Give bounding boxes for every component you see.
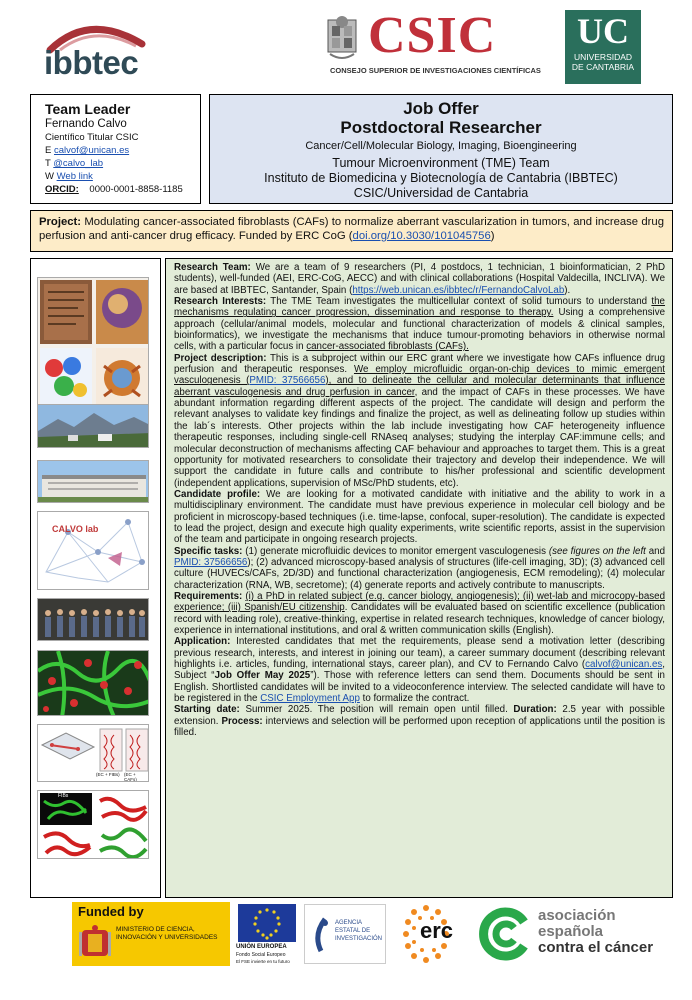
pmid-link-description[interactable]: PMID: 37566656 <box>249 375 326 387</box>
funders-bar <box>70 900 670 970</box>
requirements-paragraph <box>174 591 665 636</box>
process-text: interviews and selection will be performed upon reception of applications until the position is filled. <box>174 715 665 739</box>
aecc-mark-icon <box>478 906 534 962</box>
orcid-value: 0000-0001-8858-1185 <box>89 184 183 195</box>
desc-text-b: , and the impact of CAFs in these processes. We have abundant information regarding different aspects of the project. The candidate will design and perform the relevant analyses to validate key findings and finalize the project, as well as delineating follow up studies within the lab´s interests. Other projects within the lab include investigating how CAF heterogeneity influence therapeutic responses, including single-cell RNAseq analyses; studying the interplay CAF:immune cells; and molecular deconstruction of mechanisms affecting CAF behaviour and approaches to target them. This is a great opportunity for motivated researchers to consolidate their trajectory and develop their independence. We will support the candidate in future calls and contribute to his/her professional and scientific development (independent applications, supervision of MSc/PhD students, etc). <box>174 386 665 489</box>
leader-twitter-link[interactable]: @calvo_lab <box>53 158 104 169</box>
project-close: ) <box>490 230 495 242</box>
vessel-renderings-image <box>37 790 149 859</box>
uc-wordmark: UC <box>577 11 629 51</box>
project-description-paragraph <box>174 353 665 489</box>
calvo-lab-logo-image <box>37 511 149 590</box>
leader-email-row <box>45 144 200 157</box>
interests-text-a: The TME Team investigates the multicellular context of solid tumours to understand <box>270 296 652 308</box>
main-text-column <box>165 258 673 898</box>
requirements-label: Requirements: <box>174 590 243 602</box>
desc-underlined-a: We employ microfluidic organ-on-chip devices to mimic emergent vasculogenesis ( <box>174 364 665 387</box>
art-collage-image <box>37 277 149 415</box>
leader-twitter-row <box>45 157 200 170</box>
uc-name-line2: DE CANTABRIA <box>571 62 635 72</box>
fse-slogan: El FSE invierte en tu futuro <box>236 959 290 964</box>
desc-text-a: This is a subproject within our ERC grant where we investigate how CAFs influence drug perfusion and therapeutic responses. <box>174 352 665 376</box>
tasks-and: and <box>645 545 665 557</box>
microscopy-green-red-image <box>37 650 149 716</box>
csic-wordmark: CSIC <box>368 7 497 64</box>
uc-name-line1: UNIVERSIDAD <box>573 52 633 62</box>
application-label: Application: <box>174 636 231 648</box>
desc-underlined-b: ), and to delineate the cellular and molecular determinants that influence aberrant vasculogenesis and drug perfusion in cancer <box>174 375 665 398</box>
offer-affiliation: CSIC/Universidad de Cantabria <box>353 186 529 200</box>
process-label: Process: <box>221 715 263 727</box>
offer-institute: Instituto de Biomedicina y Biotecnología de Cantabria (IBBTEC) <box>264 171 618 185</box>
application-email-link[interactable]: calvof@unican.es <box>585 659 663 671</box>
starting-date-text: Summer 2025. The position will remain open until filled. <box>245 704 514 716</box>
ibbtec-logo <box>44 14 154 84</box>
aecc-logo <box>476 902 670 968</box>
tasks-text-a: (1) generate microfluidic devices to monitor emergent vasculogenesis <box>245 545 549 557</box>
orcid-label: ORCID: <box>45 184 79 195</box>
ibbtec-wordmark: ibbtec <box>44 44 139 81</box>
twitter-prefix: T <box>45 158 51 169</box>
tasks-italic: (see figures on the left <box>548 545 646 557</box>
aecc-line3: contra el cáncer <box>538 939 654 956</box>
starting-date-paragraph <box>174 704 665 738</box>
leader-orcid-row <box>45 183 200 196</box>
project-doi-link[interactable]: doi.org/10.3030/101045756 <box>352 230 491 242</box>
offer-team: Tumour Microenvironment (TME) Team <box>332 156 550 170</box>
team-leader-box <box>30 94 201 204</box>
leader-email-link[interactable]: calvof@unican.es <box>53 145 130 156</box>
aei-logo <box>304 904 386 964</box>
research-team-paragraph <box>174 262 665 296</box>
leader-web-row <box>45 170 200 183</box>
fse-text: Fondo Social Europeo <box>236 952 286 958</box>
graph-label-fibs: (EC + FIBs) <box>96 772 120 777</box>
csic-shield-icon <box>322 14 362 64</box>
pmid-link-tasks[interactable]: PMID: 37566656 <box>174 556 248 568</box>
duration-text: 2.5 year with possible extension. <box>174 704 665 727</box>
body-text <box>174 262 665 738</box>
lab-sign-text: CALVO lab <box>52 524 99 534</box>
candidate-profile-label: Candidate profile: <box>174 488 261 500</box>
spain-coat-of-arms-icon <box>78 924 112 962</box>
requirements-text: . Candidates will be evaluated based on scientific excellence (publication record with leading role), creative-thinking, expertise in related research techniques, knowledge of cancer biology, experience in international institutions, and oral & written communication skills (English). <box>174 602 665 636</box>
specific-tasks-label: Specific tasks: <box>174 545 243 557</box>
web-prefix: W <box>45 171 54 182</box>
application-text-a: Interested candidates that met the requirements, please send a motivation letter (describing previous research, interests, and interest in joining our team), a career summary document (describing relevant highlights i.e. articles, funding, international stays, career plan), and CV to Fernando Calvo ( <box>174 636 665 671</box>
project-label: Project: <box>39 216 82 228</box>
csic-employment-app-link[interactable]: CSIC Employment App <box>260 693 360 705</box>
interests-text-b: Using a comprehensive approach (cellular/animal models, molecular and functional characterization of models & clinical samples, bioinformatics), we investigate the mechanisms that induce tumour-promoting behaviors in otherwise normal cells, with a particular focus in <box>174 307 666 353</box>
santander-landscape-photo <box>37 404 149 448</box>
requirements-underlined: (i) a PhD in related subject (e.g. cancer biology, angiogenesis); (ii) wet-lab and microcopy-based experience; (iii) Spanish/EU citizenship <box>174 590 665 614</box>
aecc-line2: española <box>538 923 604 940</box>
images-column <box>30 258 161 898</box>
uc-logo <box>565 10 641 84</box>
project-text: Modulating cancer-associated fibroblasts (CAFs) to normalize aberrant vascularization in tumors, and increase drug perfusion and anti-cancer drug efficacy. Funded by ERC CoG ( <box>39 216 665 242</box>
research-team-close: ). <box>564 284 571 296</box>
aecc-line1: asociación <box>538 907 616 924</box>
aei-mark-icon <box>311 915 331 955</box>
csic-full-name: CONSEJO SUPERIOR DE INVESTIGACIONES CIENTÍFICAS <box>330 66 541 75</box>
funded-by-text: Funded by <box>78 904 144 919</box>
research-interests-label: Research Interests: <box>174 296 267 308</box>
team-group-photo <box>37 598 149 641</box>
job-offer-box <box>209 94 673 204</box>
offer-title: Job Offer <box>403 99 479 118</box>
offer-subtitle: Postdoctoral Researcher <box>340 118 542 137</box>
lab-website-link[interactable]: https://web.unican.es/ibbtec/r/FernandoCalvoLab <box>352 284 565 296</box>
eu-flag-icon <box>238 904 296 942</box>
project-description-label: Project description: <box>174 352 267 364</box>
interests-underlined-b: cancer-associated fibroblasts (CAFs). <box>306 341 469 353</box>
microfluidic-device-diagram <box>37 724 149 782</box>
leader-web-link[interactable]: Web link <box>56 171 93 182</box>
specific-tasks-paragraph <box>174 546 665 591</box>
research-team-text: We are a team of 9 researchers (PI, 4 postdocs, 1 technician, 1 bioinformatician, 2 PhD students), well-funded (AEI, ERC-CoG, AECC) and with clinical collaborations (Hospital Valdecilla, INCLIVA). We are based at IBBTEC, Santander, Spain ( <box>174 262 665 296</box>
starting-date-label: Starting date: <box>174 704 240 716</box>
research-interests-paragraph <box>174 296 665 353</box>
tasks-text-b: ); (2) advanced microscopy-based analysis of structures (life-cell imaging, 3D); (3) advanced cell culture (HUVECs/CAFs, 2D/3D) and functional characterization (angiogenesis, ECM remodeling); (4) molecular characterization (RNA, WB, secretome); (4) generate reports and actively contribute to manuscripts. <box>174 556 665 591</box>
duration-label: Duration: <box>513 704 557 716</box>
erc-wordmark: erc <box>420 918 454 943</box>
application-text-d: to formalize the contract. <box>359 693 470 705</box>
ue-text: UNIÓN EUROPEA <box>236 944 287 950</box>
application-paragraph <box>174 636 665 704</box>
interests-underlined-a: the mechanisms regulating cancer progression, dissemination and response to therapy. <box>174 296 665 319</box>
email-prefix: E <box>45 145 52 156</box>
candidate-profile-text: We are looking for a motivated candidate with initiative and the ability to work in a multidisciplinary environment. The candidate must have previous experience in molecular cell biology and be proficient in microscopy-based techniques (i.e. time-lapse, confocal, super-resolution). The candidate is expected to lead the project, design and execute high quality experiments, write scientific reports, assist in the supervision of the team and participate in ongoing research projects. <box>174 488 666 546</box>
offer-fields: Cancer/Cell/Molecular Biology, Imaging, Bioengineering <box>305 140 577 152</box>
team-leader-heading: Team Leader <box>45 101 131 117</box>
eu-logo <box>236 904 298 966</box>
application-subject: Job Offer May 2025 <box>214 670 311 682</box>
csic-logo <box>322 7 554 78</box>
leader-name: Fernando Calvo <box>45 118 127 130</box>
project-box <box>30 210 673 252</box>
candidate-profile-paragraph <box>174 489 665 546</box>
ministerio-logo <box>72 902 230 966</box>
application-text-c: ”). Those with reference letters can send them. Documents should be sent in English. Shortlisted candidates will be invited to a videoconference interview. The selected candidate will have to be registered in the <box>174 670 665 705</box>
institute-building-photo <box>37 460 149 503</box>
fibs-label: FIBs <box>58 793 69 799</box>
research-team-label: Research Team: <box>174 262 251 273</box>
leader-position: Científico Titular CSIC <box>45 132 139 143</box>
application-text-b: , Subject “ <box>174 659 665 682</box>
ministerio-name: MINISTERIO DE CIENCIA, INNOVACIÓN Y UNIVERSIDADES <box>116 926 218 941</box>
erc-logo <box>394 902 470 966</box>
graph-label-cafs: (EC + CAFs) <box>124 772 137 782</box>
aei-name: AGENCIA ESTATAL DE INVESTIGACIÓN <box>335 920 383 942</box>
